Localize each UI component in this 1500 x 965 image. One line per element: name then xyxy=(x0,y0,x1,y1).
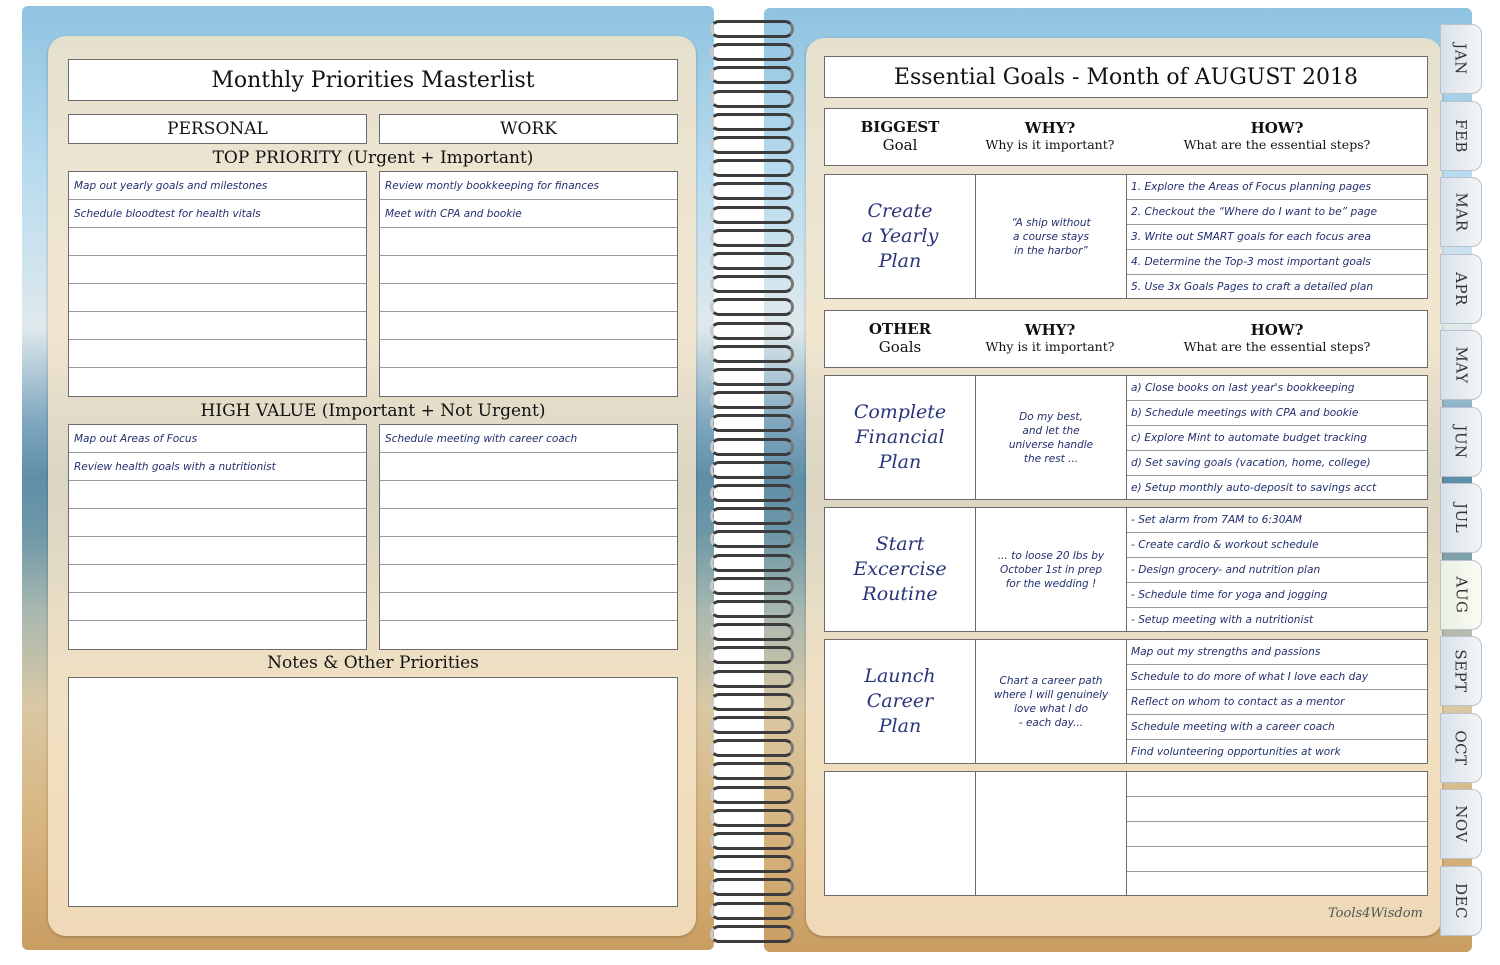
spiral-coil xyxy=(710,878,794,896)
other-goal-block xyxy=(824,639,1428,764)
how-label: HOW? xyxy=(1250,119,1304,137)
how-step[interactable]: e) Setup monthly auto-deposit to savings acct xyxy=(1131,482,1377,494)
how-step[interactable] xyxy=(1127,797,1427,822)
why-label: WHY? xyxy=(1024,321,1076,339)
month-tab-oct[interactable] xyxy=(1440,713,1482,783)
brand-logo: Tools4Wisdom xyxy=(1328,906,1423,921)
spiral-coil xyxy=(710,832,794,850)
list-item[interactable] xyxy=(380,340,677,368)
spiral-coil xyxy=(710,530,794,548)
list-item[interactable] xyxy=(69,368,366,396)
month-tab-sept[interactable] xyxy=(1440,636,1482,706)
spiral-coil xyxy=(710,275,794,293)
how-step[interactable]: 3. Write out SMART goals for each focus area xyxy=(1127,225,1427,250)
list-item[interactable] xyxy=(380,284,677,312)
month-tab-label: JAN xyxy=(1451,43,1470,75)
empty-goal-block xyxy=(824,771,1428,896)
top-priority-heading: TOP PRIORITY (Urgent + Important) xyxy=(212,148,534,168)
list-item[interactable] xyxy=(380,481,677,509)
month-tab-label: MAY xyxy=(1452,346,1470,384)
month-tab-mar[interactable] xyxy=(1440,177,1482,247)
notes-area[interactable] xyxy=(68,677,678,907)
month-tab-label: NOV xyxy=(1452,805,1470,843)
month-tab-jul[interactable] xyxy=(1440,483,1482,553)
list-item[interactable] xyxy=(380,509,677,537)
spiral-coil xyxy=(710,438,794,456)
spiral-coil xyxy=(710,809,794,827)
how-step[interactable]: Schedule meeting with a career coach xyxy=(1127,715,1427,740)
spiral-coil xyxy=(710,855,794,873)
biggest-label: BIGGEST xyxy=(860,118,940,136)
month-tab-label: JUL xyxy=(1452,502,1470,534)
goal-name[interactable]: Start Excercise Routine xyxy=(853,533,947,605)
list-item[interactable] xyxy=(380,537,677,565)
list-item[interactable] xyxy=(380,256,677,284)
how-step[interactable]: d) Set saving goals (vacation, home, college) xyxy=(1127,451,1427,476)
list-item[interactable] xyxy=(380,621,677,649)
how-step[interactable]: 2. Checkout the “Where do I want to be” page xyxy=(1127,200,1427,225)
how-step[interactable] xyxy=(1127,872,1427,896)
list-item[interactable] xyxy=(69,340,366,368)
month-tab-label: JUN xyxy=(1452,424,1470,459)
month-tab-jan[interactable] xyxy=(1440,24,1482,94)
spiral-coil xyxy=(710,739,794,757)
goal-name[interactable]: Create a Yearly Plan xyxy=(861,200,939,272)
how-step[interactable]: - Setup meeting with a nutritionist xyxy=(1131,614,1314,626)
list-item[interactable] xyxy=(380,312,677,340)
list-item[interactable]: Meet with CPA and bookie xyxy=(380,200,677,228)
essential-goals-page xyxy=(806,38,1442,936)
goal-name[interactable]: Launch Career Plan xyxy=(864,665,936,737)
month-tab-apr[interactable] xyxy=(1440,254,1482,324)
list-item[interactable] xyxy=(380,593,677,621)
spiral-coil xyxy=(710,902,794,920)
spiral-coil xyxy=(710,670,794,688)
list-item[interactable] xyxy=(69,593,366,621)
list-item[interactable] xyxy=(380,453,677,481)
spiral-coil xyxy=(710,693,794,711)
how-step[interactable] xyxy=(1127,847,1427,872)
how-step[interactable]: Reflect on whom to contact as a mentor xyxy=(1127,690,1427,715)
high-value-personal-list xyxy=(68,424,367,650)
month-tab-label: FEB xyxy=(1451,118,1470,153)
spiral-coil xyxy=(710,925,794,943)
how-step[interactable]: Schedule to do more of what I love each day xyxy=(1127,665,1427,690)
month-tabs xyxy=(1440,24,1484,956)
how-step[interactable]: 1. Explore the Areas of Focus planning pages xyxy=(1127,175,1427,200)
list-item[interactable] xyxy=(69,312,366,340)
goal-why[interactable]: “A ship without a course stays in the harbor” xyxy=(1011,216,1091,257)
goal-why[interactable]: Chart a career path where I will genuinely love what I do - each day... xyxy=(993,674,1109,729)
spiral-coil xyxy=(710,391,794,409)
spiral-coil xyxy=(710,113,794,131)
month-tab-label: AUG xyxy=(1452,576,1470,613)
spiral-binding xyxy=(700,6,810,956)
goal-why[interactable]: ... to loose 20 lbs by October 1st in prep for the wedding ! xyxy=(997,549,1105,590)
spiral-coil xyxy=(710,600,794,618)
priorities-page xyxy=(48,36,696,936)
how-step[interactable]: Find volunteering opportunities at work xyxy=(1131,746,1341,758)
notes-heading: Notes & Other Priorities xyxy=(267,653,479,673)
how-step[interactable]: 4. Determine the Top-3 most important goals xyxy=(1127,250,1427,275)
month-tab-feb[interactable] xyxy=(1440,101,1482,171)
work-column-header: WORK xyxy=(379,114,678,144)
how-step[interactable]: - Schedule time for yoga and jogging xyxy=(1127,583,1427,608)
personal-column-header: PERSONAL xyxy=(68,114,367,144)
goal-why[interactable]: Do my best, and let the universe handle the rest ... xyxy=(1008,410,1094,465)
how-step[interactable] xyxy=(1127,772,1427,797)
spiral-coil xyxy=(710,182,794,200)
list-item[interactable]: Review montly bookkeeping for finances xyxy=(380,172,677,200)
month-tab-label: DEC xyxy=(1451,882,1470,919)
month-tab-may[interactable] xyxy=(1440,330,1482,400)
list-item[interactable] xyxy=(69,284,366,312)
other-goal-block xyxy=(824,507,1428,632)
page-title xyxy=(68,59,678,101)
month-tab-label: OCT xyxy=(1452,729,1470,766)
list-item[interactable] xyxy=(380,368,677,396)
month-tab-dec[interactable] xyxy=(1440,866,1482,936)
how-step[interactable]: 5. Use 3x Goals Pages to craft a detailed plan xyxy=(1131,281,1374,293)
list-item[interactable]: Schedule bloodtest for health vitals xyxy=(69,200,366,228)
spiral-coil xyxy=(710,484,794,502)
spiral-coil xyxy=(710,507,794,525)
biggest-goal-header: BIGGEST Goal WHY? Why is it important? HOW? What are the essential steps? xyxy=(824,108,1428,166)
month-tab-jun[interactable] xyxy=(1440,407,1482,477)
spiral-coil xyxy=(710,554,794,572)
spiral-coil xyxy=(710,762,794,780)
spiral-coil xyxy=(710,345,794,363)
goal-name[interactable]: Complete Financial Plan xyxy=(853,401,947,473)
spiral-coil xyxy=(710,20,794,38)
list-item[interactable] xyxy=(69,565,366,593)
biggest-goal-block xyxy=(824,174,1428,299)
high-value-heading: HIGH VALUE (Important + Not Urgent) xyxy=(200,401,546,421)
list-item[interactable] xyxy=(69,537,366,565)
how-step[interactable]: - Design grocery- and nutrition plan xyxy=(1127,558,1427,583)
list-item[interactable] xyxy=(69,509,366,537)
list-item[interactable]: Map out Areas of Focus xyxy=(69,425,366,453)
how-label: HOW? xyxy=(1250,321,1304,339)
page-title-text: Monthly Priorities Masterlist xyxy=(211,67,535,93)
list-item[interactable]: Schedule meeting with career coach xyxy=(380,425,677,453)
spiral-coil xyxy=(710,136,794,154)
other-goals-header: OTHER Goals WHY? Why is it important? HOW? What are the essential steps? xyxy=(824,310,1428,368)
how-step[interactable]: - Set alarm from 7AM to 6:30AM xyxy=(1127,508,1427,533)
list-item[interactable] xyxy=(69,481,366,509)
goals-page-title: Essential Goals - Month of AUGUST 2018 xyxy=(824,56,1428,98)
spiral-coil xyxy=(710,577,794,595)
goal-why[interactable] xyxy=(976,772,1126,895)
month-tab-label: MAR xyxy=(1452,192,1470,232)
list-item[interactable] xyxy=(380,228,677,256)
month-tab-nov[interactable] xyxy=(1440,789,1482,859)
list-item[interactable]: Map out yearly goals and milestones xyxy=(69,172,366,200)
how-step[interactable]: c) Explore Mint to automate budget tracking xyxy=(1127,426,1427,451)
how-step[interactable]: b) Schedule meetings with CPA and bookie xyxy=(1127,401,1427,426)
how-step[interactable]: a) Close books on last year's bookkeeping xyxy=(1127,376,1427,401)
list-item[interactable]: Review health goals with a nutritionist xyxy=(69,453,366,481)
spiral-coil xyxy=(710,90,794,108)
list-item[interactable] xyxy=(69,621,366,649)
spiral-coil xyxy=(710,716,794,734)
why-label: WHY? xyxy=(1024,119,1076,137)
spiral-coil xyxy=(710,623,794,641)
spiral-coil xyxy=(710,229,794,247)
spiral-coil xyxy=(710,298,794,316)
list-item[interactable] xyxy=(69,228,366,256)
spiral-coil xyxy=(710,252,794,270)
other-goal-block xyxy=(824,375,1428,500)
list-item[interactable] xyxy=(69,256,366,284)
spiral-coil xyxy=(710,461,794,479)
goal-name[interactable] xyxy=(825,772,975,895)
spiral-coil xyxy=(710,159,794,177)
spiral-coil xyxy=(710,646,794,664)
spiral-coil xyxy=(710,206,794,224)
how-step[interactable]: - Create cardio & workout schedule xyxy=(1127,533,1427,558)
month-tab-label: APR xyxy=(1451,271,1470,306)
other-label: OTHER xyxy=(868,320,932,338)
spiral-coil xyxy=(710,66,794,84)
spiral-coil xyxy=(710,43,794,61)
month-tab-label: SEPT xyxy=(1452,649,1471,693)
top-priority-personal-list xyxy=(68,171,367,397)
how-step[interactable]: Map out my strengths and passions xyxy=(1127,640,1427,665)
month-tab-aug[interactable] xyxy=(1440,560,1482,630)
how-step[interactable] xyxy=(1127,822,1427,847)
list-item[interactable] xyxy=(380,565,677,593)
spiral-coil xyxy=(710,368,794,386)
top-priority-work-list xyxy=(379,171,678,397)
spiral-coil xyxy=(710,414,794,432)
spiral-coil xyxy=(710,322,794,340)
spiral-coil xyxy=(710,786,794,804)
high-value-work-list xyxy=(379,424,678,650)
